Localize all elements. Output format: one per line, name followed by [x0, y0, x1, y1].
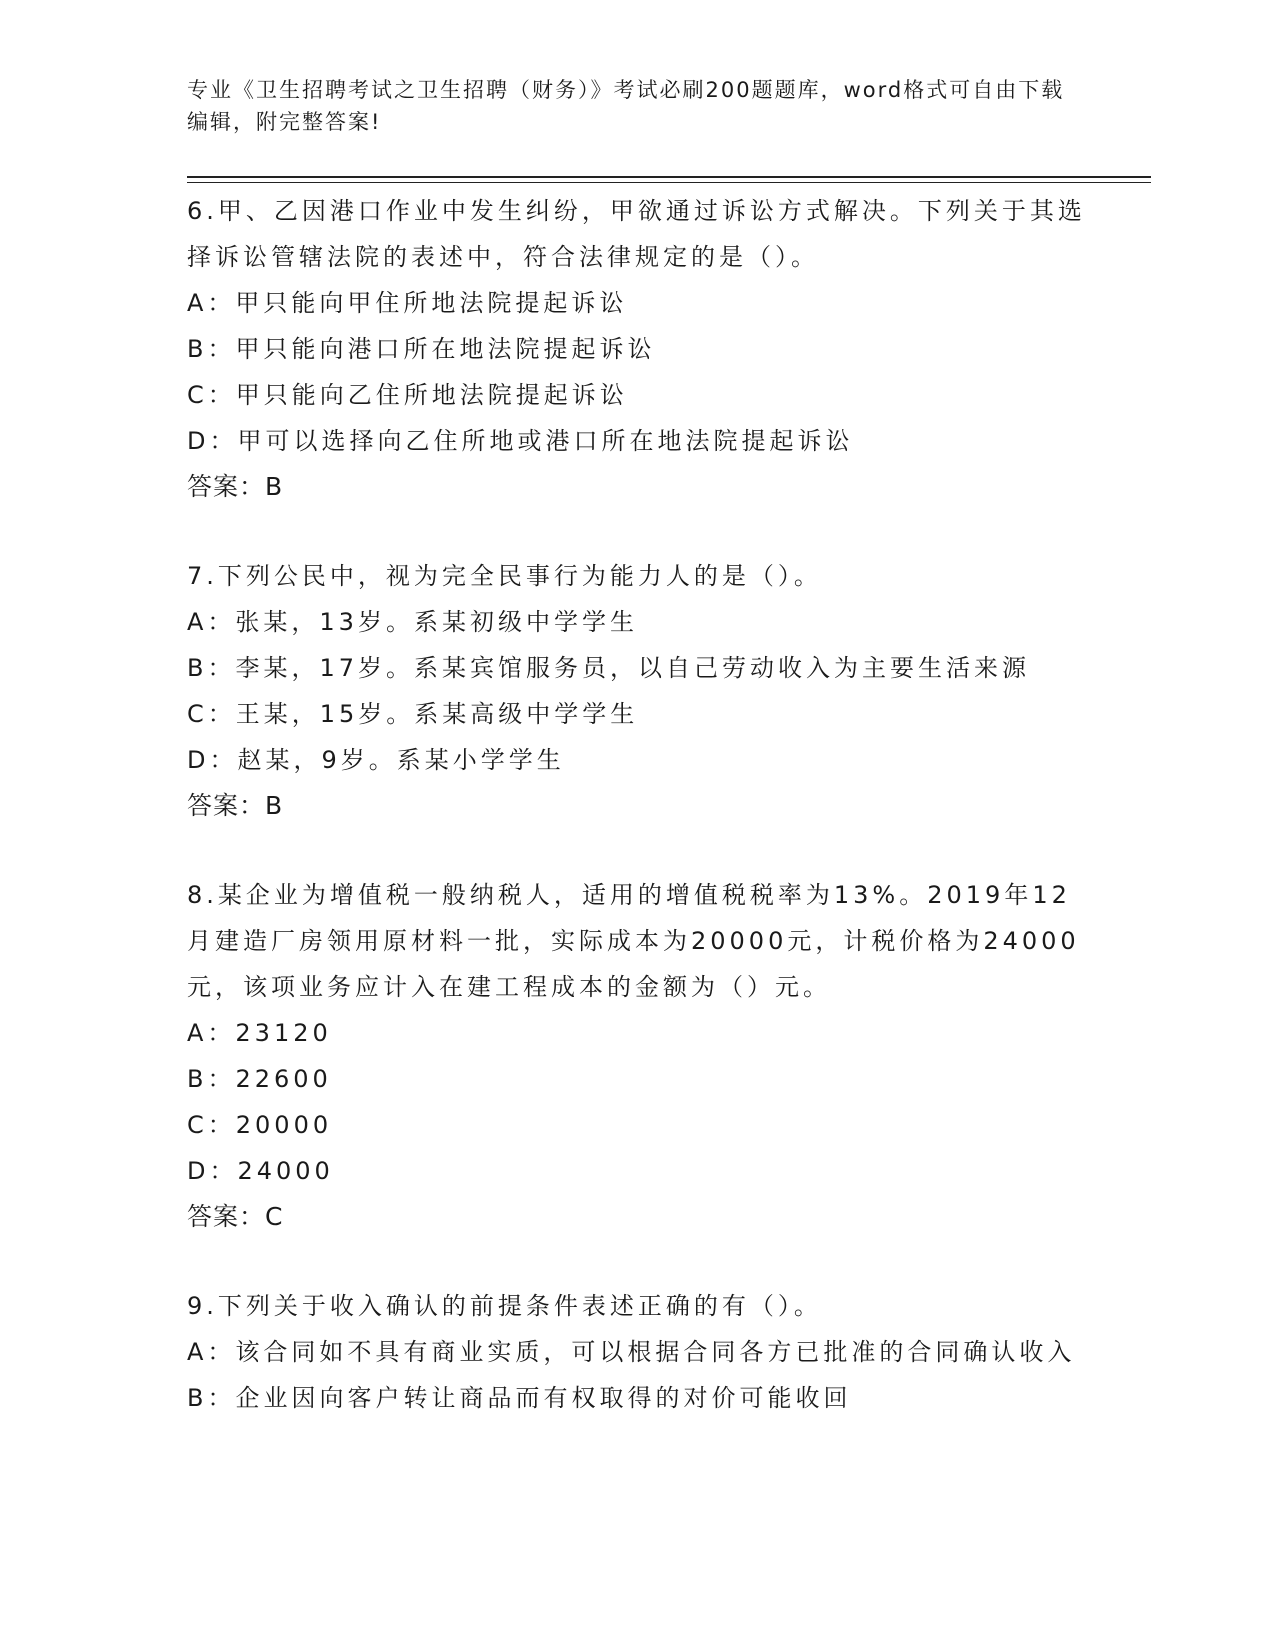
- question-7: [187, 553, 1087, 829]
- option-d: D：赵某，9岁。系某小学学生: [187, 746, 565, 774]
- option-a: A：张某，13岁。系某初级中学学生: [187, 608, 638, 636]
- header-divider-thin: [187, 182, 1151, 183]
- option-a: A：23120: [187, 1019, 332, 1047]
- option-c: C：甲只能向乙住所地法院提起诉讼: [187, 381, 628, 409]
- answer-line: 答案：C: [187, 1202, 284, 1231]
- document-header: 专业《卫生招聘考试之卫生招聘（财务）》考试必刷200题题库，word格式可自由下载编辑，附完整答案!: [187, 78, 1065, 134]
- option-d: D：24000: [187, 1157, 334, 1185]
- option-c: C：王某，15岁。系某高级中学学生: [187, 700, 639, 728]
- question-list: [187, 188, 1087, 1464]
- option-b: B：甲只能向港口所在地法院提起诉讼: [187, 335, 656, 363]
- option-b: B：企业因向客户转让商品而有权取得的对价可能收回: [187, 1384, 852, 1412]
- option-a: A：甲只能向甲住所地法院提起诉讼: [187, 289, 628, 317]
- option-b: B：22600: [187, 1065, 332, 1093]
- option-a: A：该合同如不具有商业实质，可以根据合同各方已批准的合同确认收入: [187, 1338, 1076, 1366]
- option-b: B：李某，17岁。系某宾馆服务员，以自己劳动收入为主要生活来源: [187, 654, 1031, 682]
- question-stem: 6.甲、乙因港口作业中发生纠纷，甲欲通过诉讼方式解决。下列关于其选择诉讼管辖法院的表述中，符合法律规定的是（）。: [187, 197, 1086, 271]
- question-stem: 7.下列公民中，视为完全民事行为能力人的是（）。: [187, 562, 822, 590]
- answer-line: 答案：B: [187, 472, 284, 501]
- header-divider-thick: [187, 176, 1151, 178]
- question-stem: 8.某企业为增值税一般纳税人，适用的增值税税率为13%。2019年12月建造厂房领用原材料一批，实际成本为20000元，计税价格为24000元，该项业务应计入在建工程成本的金额为（）元。: [187, 881, 1080, 1001]
- answer-line: 答案：B: [187, 791, 284, 820]
- option-c: C：20000: [187, 1111, 333, 1139]
- question-8: [187, 872, 1087, 1240]
- question-stem: 9.下列关于收入确认的前提条件表述正确的有（）。: [187, 1292, 822, 1320]
- option-d: D：甲可以选择向乙住所地或港口所在地法院提起诉讼: [187, 427, 854, 455]
- question-9: [187, 1283, 1087, 1421]
- question-6: [187, 188, 1087, 510]
